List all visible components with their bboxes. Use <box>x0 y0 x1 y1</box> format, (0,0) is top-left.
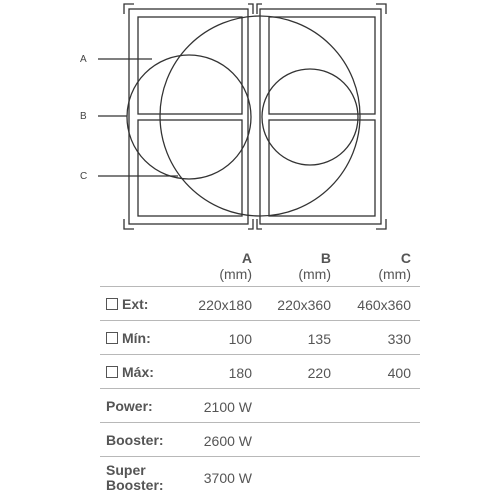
checkbox-icon <box>106 298 118 310</box>
table-row <box>100 355 420 389</box>
cell-c: 330 <box>387 331 411 347</box>
row-label: Máx: <box>122 364 154 380</box>
row-label: Ext: <box>122 296 149 312</box>
cell-a: 2600 W <box>203 433 252 449</box>
column-header-b <box>276 250 331 282</box>
column-header-a <box>200 250 252 282</box>
checkbox-icon <box>106 332 118 344</box>
cell-b: 135 <box>307 331 331 347</box>
table-row <box>100 457 420 498</box>
center-bracket-bottom-left <box>248 219 253 229</box>
column-letter: C <box>400 250 411 266</box>
table-row <box>100 321 420 355</box>
column-letter: B <box>320 250 331 266</box>
table-row <box>100 287 420 321</box>
column-unit: (mm) <box>219 266 252 282</box>
left-zone-frame <box>129 9 248 224</box>
diagram-label-b: B <box>80 111 87 122</box>
column-unit: (mm) <box>378 266 411 282</box>
center-bracket-top-left <box>248 4 253 14</box>
row-label: Super Booster: <box>106 462 164 493</box>
cell-a: 2100 W <box>203 399 252 415</box>
left-medium-circle <box>127 55 251 179</box>
right-bottom-zone <box>269 120 375 216</box>
column-header-c <box>356 250 411 282</box>
table-row <box>100 389 420 423</box>
cell-b: 220x360 <box>277 297 331 313</box>
cell-a: 220x180 <box>198 297 252 313</box>
column-letter: A <box>241 250 252 266</box>
cell-b: 220 <box>307 365 331 381</box>
cell-c: 400 <box>387 365 411 381</box>
diagram-label-c: C <box>80 171 88 182</box>
cell-a: 3700 W <box>203 470 252 486</box>
cell-a: 180 <box>228 365 252 381</box>
cell-c: 460x360 <box>357 297 411 313</box>
row-label: Power: <box>106 398 153 414</box>
diagram-label-a: A <box>80 54 87 65</box>
row-label: Booster: <box>106 432 164 448</box>
table-row <box>100 423 420 457</box>
checkbox-icon <box>106 366 118 378</box>
column-unit: (mm) <box>298 266 331 282</box>
right-medium-circle <box>262 69 358 165</box>
right-zone-frame <box>260 9 381 224</box>
row-label: Mín: <box>122 330 151 346</box>
cell-a: 100 <box>228 331 252 347</box>
